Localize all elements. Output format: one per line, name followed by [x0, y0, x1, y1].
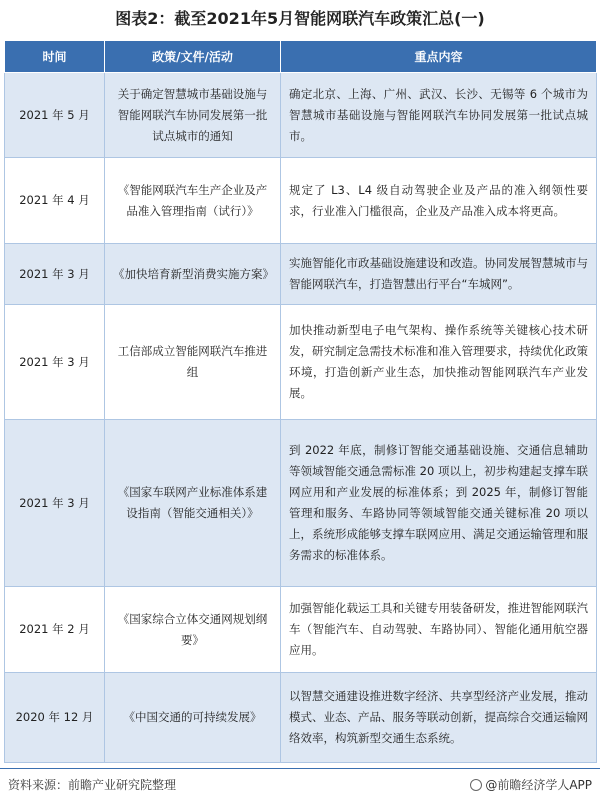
cell-time: 2021 年 3 月 [5, 305, 105, 420]
cell-content: 规定了 L3、L4 级自动驾驶企业及产品的准入纲领性要求，行业准入门槛很高，企业及产品准入成本将更高。 [281, 158, 597, 244]
table-row [5, 73, 597, 158]
cell-time: 2021 年 3 月 [5, 420, 105, 587]
brand-label: @前瞻经济学人APP [485, 778, 592, 792]
cell-document: 《加快培育新型消费实施方案》 [105, 244, 281, 305]
cell-time: 2021 年 3 月 [5, 244, 105, 305]
cell-document: 《国家综合立体交通网规划纲要》 [105, 587, 281, 673]
footer [0, 768, 600, 798]
chart-title: 图表2：截至2021年5月智能网联汽车政策汇总(一) [115, 9, 485, 28]
cell-content: 到 2022 年底，制修订智能交通基础设施、交通信息辅助等领域智能交通急需标准 20 项以上，初步构建起支撑车联网应用和产业发展的标准体系；到 2025 年，制修订智能管理和服务、车路协同等领域智能交通关键标准 20 项以上，系统形成能够支撑车联网应用、满足交通运输管理和服务需求的标准体系。 [281, 420, 597, 587]
cell-content: 确定北京、上海、广州、武汉、长沙、无锡等 6 个城市为智慧城市基础设施与智能网联汽车协同发展第一批试点城市。 [281, 73, 597, 158]
header-content: 重点内容 [281, 41, 597, 73]
table-row [5, 673, 597, 763]
table-row [5, 158, 597, 244]
cell-time: 2021 年 4 月 [5, 158, 105, 244]
cell-content: 加强智能化载运工具和关键专用装备研发，推进智能网联汽车（智能汽车、自动驾驶、车路协同）、智能化通用航空器应用。 [281, 587, 597, 673]
table-header-row [5, 41, 597, 73]
table-row [5, 420, 597, 587]
cell-document: 《智能网联汽车生产企业及产品准入管理指南（试行）》 [105, 158, 281, 244]
cell-document: 《国家车联网产业标准体系建设指南（智能交通相关）》 [105, 420, 281, 587]
cell-document: 工信部成立智能网联汽车推进组 [105, 305, 281, 420]
header-time: 时间 [5, 41, 105, 73]
table-row [5, 244, 597, 305]
header-document: 政策/文件/活动 [105, 41, 281, 73]
cell-content: 以智慧交通建设推进数字经济、共享型经济产业发展，推动模式、业态、产品、服务等联动创新，提高综合交通运输网络效率，构筑新型交通生态系统。 [281, 673, 597, 763]
cell-time: 2021 年 2 月 [5, 587, 105, 673]
brand-credit [470, 776, 592, 793]
cell-content: 加快推动新型电子电气架构、操作系统等关键核心技术研发，研究制定急需技术标准和准入管理要求，持续优化政策环境，打造创新产业生态，加快推动智能网联汽车产业发展。 [281, 305, 597, 420]
policy-table [4, 40, 597, 763]
table-row [5, 305, 597, 420]
cell-document: 关于确定智慧城市基础设施与智能网联汽车协同发展第一批试点城市的通知 [105, 73, 281, 158]
brand-logo-icon [470, 779, 482, 791]
table-row [5, 587, 597, 673]
cell-time: 2020 年 12 月 [5, 673, 105, 763]
cell-content: 实施智能化市政基础设施建设和改造。协同发展智慧城市与智能网联汽车，打造智慧出行平台“车城网”。 [281, 244, 597, 305]
cell-time: 2021 年 5 月 [5, 73, 105, 158]
source-note: 资料来源：前瞻产业研究院整理 [8, 778, 177, 792]
cell-document: 《中国交通的可持续发展》 [105, 673, 281, 763]
